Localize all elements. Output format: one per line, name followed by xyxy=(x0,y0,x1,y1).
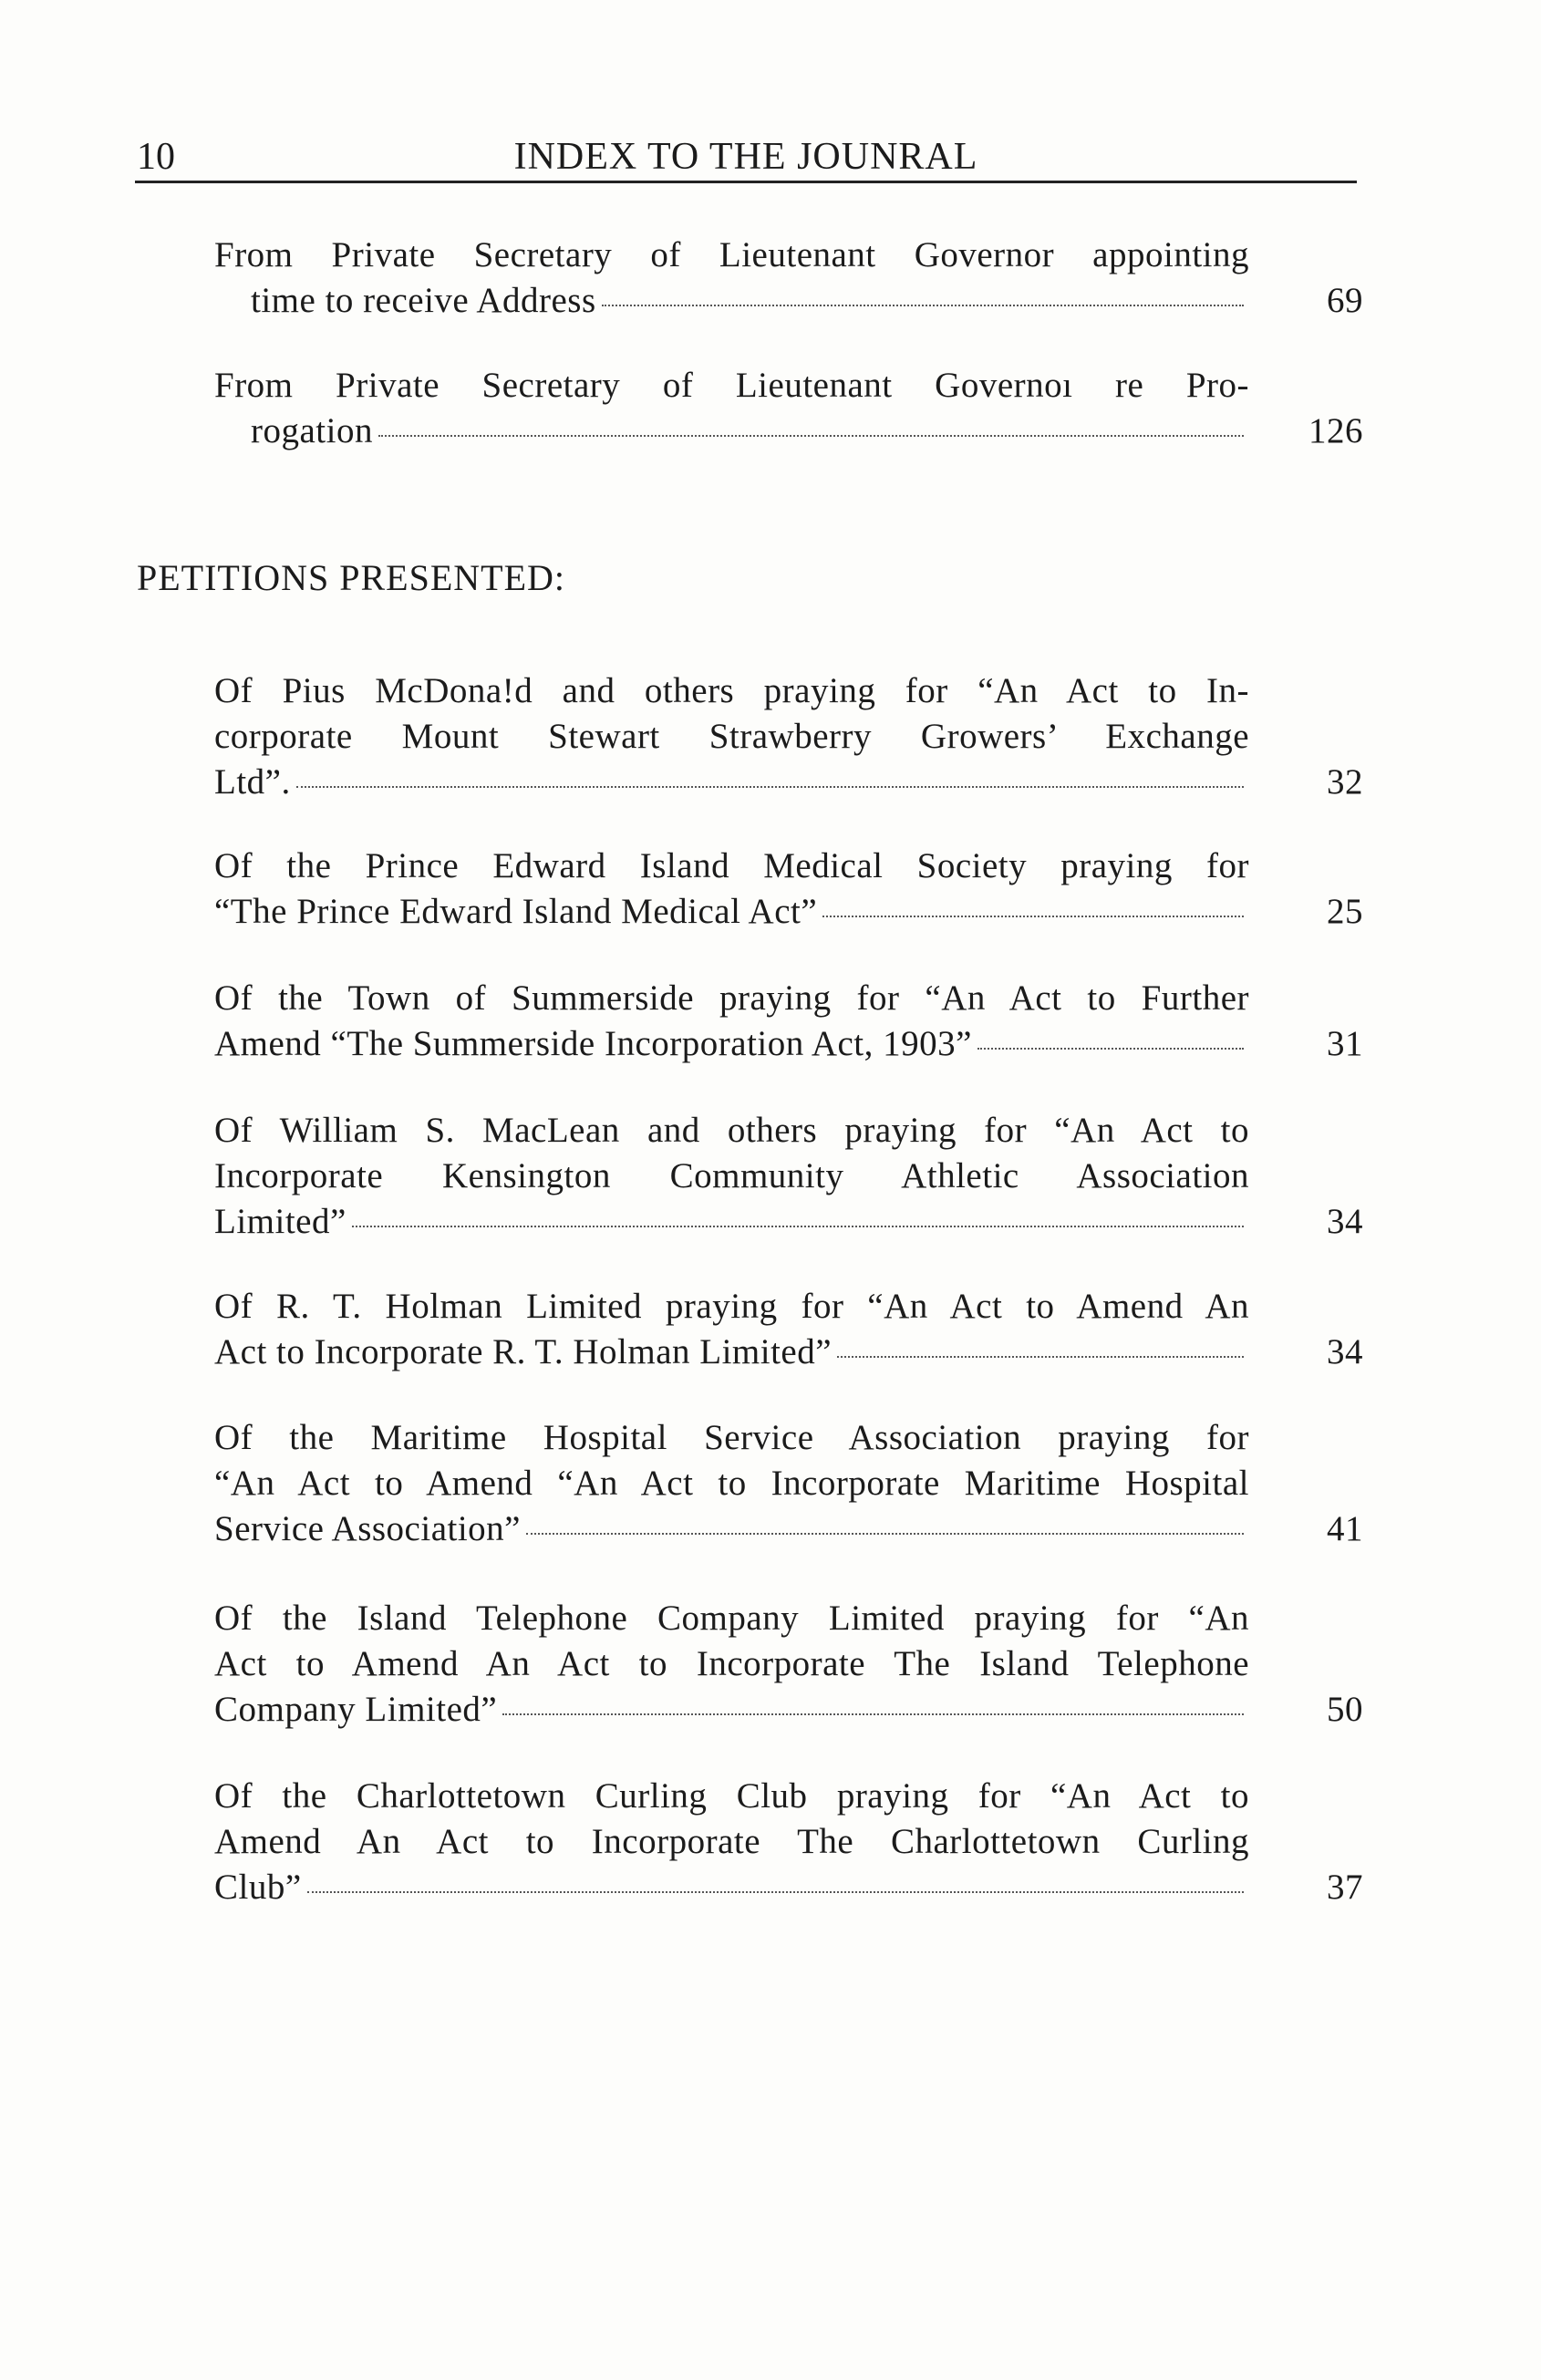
entry-line: Of the Town of Summerside praying for “An Act to Further xyxy=(214,978,1249,1018)
index-entry xyxy=(214,976,1363,1067)
section-heading: PETITIONS PRESENTED: xyxy=(137,557,565,598)
index-entry xyxy=(214,668,1363,805)
dot-leader xyxy=(977,1047,1244,1050)
index-entry xyxy=(214,233,1363,324)
index-entry xyxy=(214,1284,1363,1375)
dot-leader xyxy=(526,1532,1244,1535)
dot-leader xyxy=(378,434,1244,437)
dot-leader xyxy=(352,1225,1244,1227)
page-number: 10 xyxy=(137,136,175,178)
page-reference: 50 xyxy=(1327,1690,1363,1729)
page-reference: 126 xyxy=(1308,411,1363,450)
entry-line: Of Pius McDona!d and others praying for “An Act to In- xyxy=(214,671,1249,710)
entry-line: Ltd”. xyxy=(214,762,291,802)
entry-line: From Private Secretary of Lieutenant Governor appointing xyxy=(214,235,1249,274)
entry-line: Limited” xyxy=(214,1202,346,1241)
entry-line: From Private Secretary of Lieutenant Governoı re Pro- xyxy=(214,366,1249,405)
index-entry xyxy=(214,843,1363,935)
entry-line: Amend An Act to Incorporate The Charlottetown Curling xyxy=(214,1822,1249,1861)
entry-line: rogation xyxy=(251,411,373,450)
entry-line: Service Association” xyxy=(214,1509,521,1548)
index-entry xyxy=(214,1415,1363,1552)
dot-leader xyxy=(822,915,1244,917)
page-reference: 41 xyxy=(1327,1509,1363,1548)
page-reference: 34 xyxy=(1327,1202,1363,1241)
index-entry xyxy=(214,363,1363,454)
dot-leader xyxy=(296,785,1244,788)
dot-leader xyxy=(502,1713,1244,1715)
dot-leader xyxy=(307,1890,1244,1893)
entry-line: Club” xyxy=(214,1868,302,1907)
entry-line: Act to Incorporate R. T. Holman Limited” xyxy=(214,1332,833,1371)
entry-line: Incorporate Kensington Community Athletic Association xyxy=(214,1156,1249,1195)
dot-leader xyxy=(602,304,1244,306)
entry-line: Amend “The Summerside Incorporation Act, 1903” xyxy=(214,1024,972,1063)
page-reference: 69 xyxy=(1327,281,1363,320)
entry-line: “An Act to Amend “An Act to Incorporate Maritime Hospital xyxy=(214,1464,1249,1503)
entry-line: Of William S. MacLean and others praying for “An Act to xyxy=(214,1111,1249,1150)
running-title: INDEX TO THE JOUNRAL xyxy=(513,136,978,178)
index-entry xyxy=(214,1596,1363,1733)
page-reference: 37 xyxy=(1327,1868,1363,1907)
entry-line: corporate Mount Stewart Strawberry Growers’ Exchange xyxy=(214,717,1249,756)
entry-line: Of the Prince Edward Island Medical Society praying for xyxy=(214,846,1249,885)
page-reference: 34 xyxy=(1327,1332,1363,1371)
entry-line: Of R. T. Holman Limited praying for “An Act to Amend An xyxy=(214,1287,1249,1326)
page-reference: 25 xyxy=(1327,892,1363,931)
page-header xyxy=(135,128,1357,183)
entry-line: Of the Maritime Hospital Service Association praying for xyxy=(214,1418,1249,1457)
index-entry xyxy=(214,1108,1363,1245)
index-entry xyxy=(214,1774,1363,1910)
entry-line: Act to Amend An Act to Incorporate The Island Telephone xyxy=(214,1644,1249,1683)
page-reference: 31 xyxy=(1327,1024,1363,1063)
entry-line: Company Limited” xyxy=(214,1690,498,1729)
page-reference: 32 xyxy=(1327,762,1363,802)
entry-line: “The Prince Edward Island Medical Act” xyxy=(214,892,818,931)
entry-line: time to receive Address xyxy=(251,281,596,320)
entry-line: Of the Charlottetown Curling Club praying for “An Act to xyxy=(214,1776,1249,1816)
entry-line: Of the Island Telephone Company Limited praying for “An xyxy=(214,1599,1249,1638)
dot-leader xyxy=(837,1355,1244,1358)
